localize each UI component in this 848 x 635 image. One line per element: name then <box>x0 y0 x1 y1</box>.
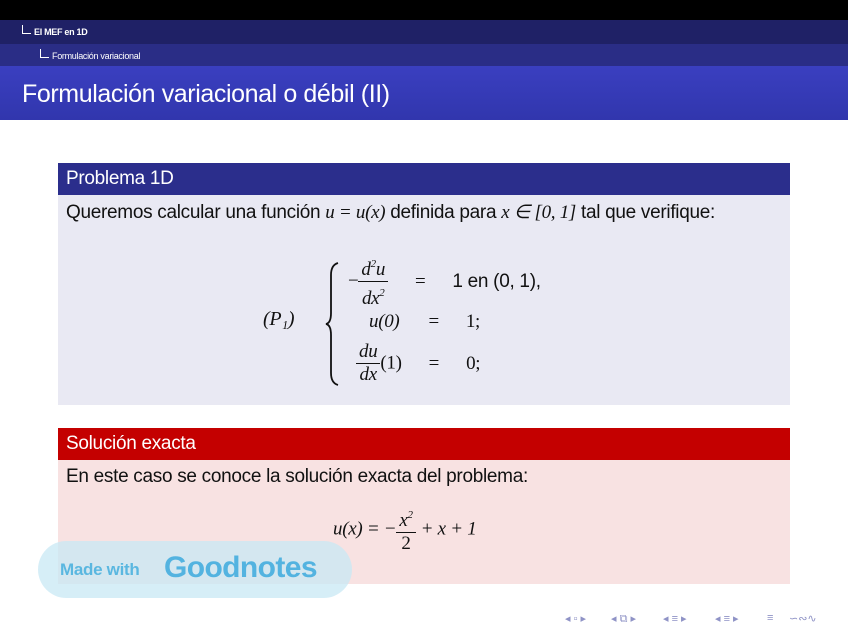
subsection-breadcrumb-label: Formulación variacional <box>52 51 141 61</box>
intro-mid: definida para <box>390 202 497 223</box>
prev-subsection-icon[interactable]: ◂ ⧉ ▸ <box>611 613 637 625</box>
made-with-label: Made with <box>60 560 140 579</box>
subsection-breadcrumb[interactable] <box>40 49 140 61</box>
solution-text: En este caso se conoce la solución exacta del problema: <box>66 466 528 487</box>
intro-pre: Queremos calcular una función <box>66 202 321 223</box>
goodnotes-watermark <box>38 541 352 598</box>
domain-definition: x ∈ [0, 1] <box>501 202 576 223</box>
next-section-icon[interactable]: ◂ ≡ ▸ <box>715 613 739 625</box>
search-nav-icon[interactable]: ≡ <box>767 612 774 624</box>
solution-block-header: Solución exacta <box>58 428 790 460</box>
equation-row-2 <box>369 311 480 333</box>
x-squared-over-two: $\frac{x^2}{2}$ <box>396 504 415 555</box>
goodnotes-logo: Goodnotes <box>164 551 317 584</box>
slide-title: Formulación variacional o débil (II) <box>22 80 390 108</box>
equation-row-3: $\frac{du}{dx}$ (1) = 0; <box>356 341 480 386</box>
problem-block <box>58 163 790 405</box>
u-definition: u = u(x) <box>325 202 386 223</box>
subsection-nav-bar <box>0 44 848 66</box>
beamer-navigation <box>565 612 840 626</box>
equals-2: = <box>428 311 439 332</box>
eq1-rhs: 1 en (0, 1), <box>452 270 541 292</box>
prev-section-icon[interactable]: ◂ ≡ ▸ <box>663 613 687 625</box>
formula-rhs: + x + 1 <box>420 518 477 540</box>
equals-3: = <box>428 352 440 374</box>
zoom-nav-icon[interactable]: ∽∾∿ <box>789 613 817 625</box>
equals-1: = <box>415 270 426 292</box>
solution-formula <box>333 504 476 555</box>
top-black-bar <box>0 0 848 20</box>
prev-frame-icon[interactable]: ◂ ▫ ▸ <box>565 613 587 625</box>
problem-label: (P₁) <box>263 308 295 330</box>
second-derivative: $\frac{d^2u}{dx^2}$ <box>358 253 388 310</box>
equation-row-1: − $\frac{d^2u}{dx^2}$ = 1 en (0, 1), <box>348 253 541 310</box>
section-nav-bar <box>0 20 848 44</box>
intro-post: tal que verifique: <box>580 202 716 223</box>
slide-title-bar <box>0 66 848 120</box>
eq2-rhs: 1; <box>465 311 481 332</box>
section-breadcrumb-label: El MEF en 1D <box>34 27 88 37</box>
formula-lhs: u(x) = − <box>333 518 397 540</box>
problem-block-header: Problema 1D <box>58 163 790 195</box>
eq2-lhs: u(0) <box>369 311 400 332</box>
problem-block-body <box>58 195 790 405</box>
equation-system <box>58 255 790 405</box>
eq3-rhs: 0; <box>466 352 481 374</box>
section-breadcrumb[interactable] <box>22 25 87 37</box>
problem-intro <box>66 201 782 224</box>
first-derivative: $\frac{du}{dx}$ <box>356 341 380 386</box>
left-brace-icon <box>324 261 342 387</box>
